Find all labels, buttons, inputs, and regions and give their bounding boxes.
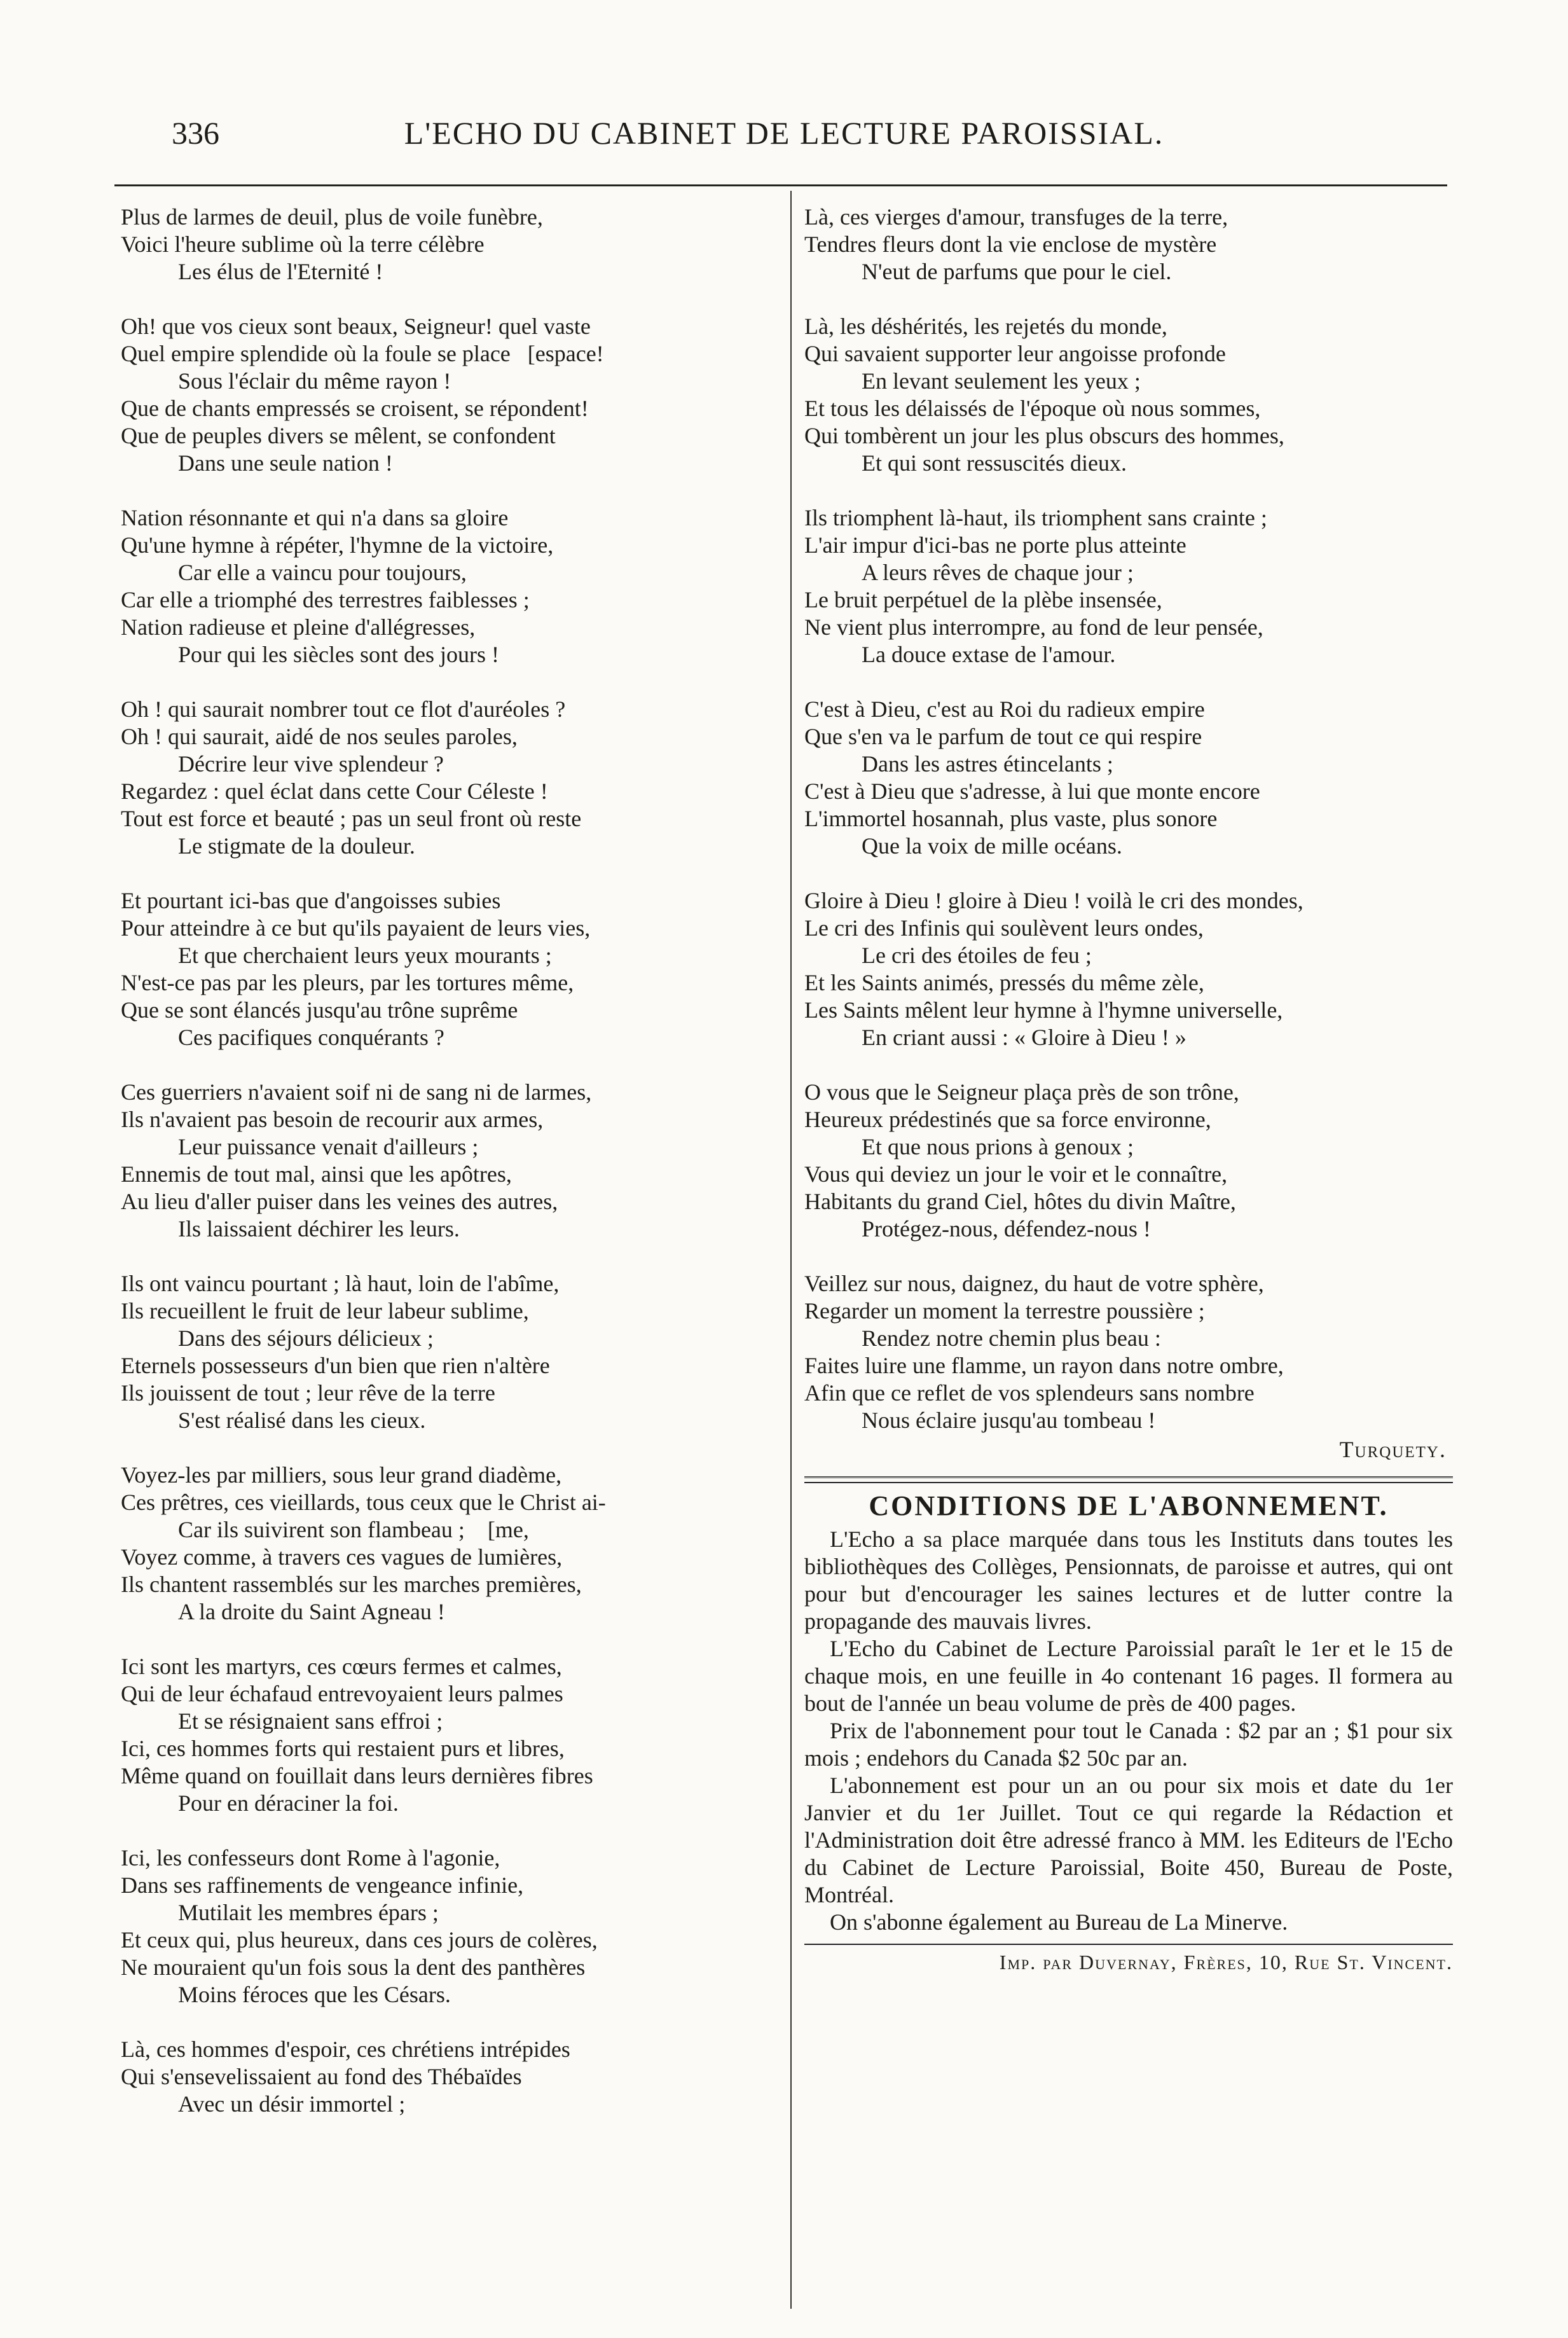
page-header — [114, 111, 1454, 162]
column-divider — [790, 191, 792, 2309]
verse-line: Dans une seule nation ! — [178, 450, 393, 476]
verse-line: Et ceux qui, plus heureux, dans ces jours de colères, — [121, 1927, 598, 1953]
verse-line: Regardez : quel éclat dans cette Cour Céleste ! — [121, 778, 548, 804]
verse-line: Là, ces vierges d'amour, transfuges de la terre, — [804, 204, 1228, 230]
verse-line: Et tous les délaissés de l'époque où nous sommes, — [804, 396, 1261, 421]
verse-line: Veillez sur nous, daignez, du haut de votre sphère, — [804, 1271, 1264, 1296]
verse-line: En criant aussi : « Gloire à Dieu ! » — [862, 1025, 1186, 1050]
verse-line: Car elle a triomphé des terrestres faiblesses ; — [121, 587, 530, 612]
verse-line: Avec un désir immortel ; — [178, 2091, 406, 2117]
verse-line: Nation radieuse et pleine d'allégresses, — [121, 614, 476, 640]
verse-line: Eternels possesseurs d'un bien que rien n'altère — [121, 1353, 550, 1378]
verse-line: Voyez comme, à travers ces vagues de lumières, — [121, 1544, 563, 1570]
verse-line: Gloire à Dieu ! gloire à Dieu ! voilà le cri des mondes, — [804, 888, 1303, 913]
verse-line: Leur puissance venait d'ailleurs ; — [178, 1134, 479, 1159]
verse-line: Faites luire une flamme, un rayon dans notre ombre, — [804, 1353, 1284, 1378]
verse-line: Qu'une hymne à répéter, l'hymne de la victoire, — [121, 532, 554, 558]
verse-line: Nous éclaire jusqu'au tombeau ! — [862, 1408, 1156, 1433]
stanza — [121, 504, 788, 668]
verse-line: Que se sont élancés jusqu'au trône suprême — [121, 997, 518, 1023]
verse-line: Ici sont les martyrs, ces cœurs fermes et calmes, — [121, 1654, 562, 1679]
verse-line: Le cri des Infinis qui soulèvent leurs ondes, — [804, 915, 1204, 941]
verse-line: Protégez-nous, défendez-nous ! — [862, 1216, 1151, 1242]
verse-line: Mutilait les membres épars ; — [178, 1900, 439, 1925]
verse-line: Tout est force et beauté ; pas un seul front où reste — [121, 806, 582, 831]
verse-line: Pour qui les siècles sont des jours ! — [178, 642, 499, 667]
verse-line: Oh! que vos cieux sont beaux, Seigneur! quel vaste — [121, 314, 591, 339]
verse-line: Même quand on fouillait dans leurs dernières fibres — [121, 1763, 593, 1788]
stanza — [121, 1462, 788, 1626]
verse-line: Là, ces hommes d'espoir, ces chrétiens intrépides — [121, 2037, 570, 2062]
verse-line: Qui savaient supporter leur angoisse profonde — [804, 341, 1226, 366]
verse-line: Décrire leur vive splendeur ? — [178, 751, 444, 777]
section-rule — [804, 1476, 1453, 1483]
verse-line: Ils laissaient déchirer les leurs. — [178, 1216, 460, 1242]
verse-line: Tendres fleurs dont la vie enclose de mystère — [804, 232, 1217, 257]
verse-line: Rendez notre chemin plus beau : — [862, 1325, 1161, 1351]
verse-line: C'est à Dieu que s'adresse, à lui que monte encore — [804, 778, 1260, 804]
verse-line: Ils n'avaient pas besoin de recourir aux armes, — [121, 1107, 544, 1132]
verse-line: Sous l'éclair du même rayon ! — [178, 368, 451, 394]
verse-line: Voyez-les par milliers, sous leur grand diadème, — [121, 1462, 562, 1488]
stanza — [804, 313, 1453, 477]
verse-line: Ici, les confesseurs dont Rome à l'agonie, — [121, 1845, 500, 1871]
stanza — [121, 313, 788, 477]
stanza — [121, 204, 788, 286]
verse-line: Qui s'ensevelissaient au fond des Thébaïdes — [121, 2064, 522, 2089]
stanza — [804, 1270, 1453, 1434]
verse-line: La douce extase de l'amour. — [862, 642, 1116, 667]
verse-line: Ils jouissent de tout ; leur rêve de la terre — [121, 1380, 495, 1406]
verse-line: En levant seulement les yeux ; — [862, 368, 1141, 394]
stanza — [804, 204, 1453, 286]
verse-line: Ils chantent rassemblés sur les marches premières, — [121, 1572, 582, 1597]
stanza — [804, 696, 1453, 860]
verse-line: Le stigmate de la douleur. — [178, 833, 415, 859]
verse-line: Les Saints mêlent leur hymne à l'hymne universelle, — [804, 997, 1283, 1023]
conditions-paragraph: Prix de l'abonnement pour tout le Canada : $2 par an ; $1 pour six mois ; endehors du Canada $2 50c par an. — [804, 1718, 1453, 1771]
verse-line: N'est-ce pas par les pleurs, par les tortures même, — [121, 970, 574, 995]
poem-author: Turquety. — [1339, 1437, 1447, 1462]
stanza — [121, 2036, 788, 2118]
stanza — [121, 1270, 788, 1434]
verse-line: A leurs rêves de chaque jour ; — [862, 560, 1134, 585]
stanza — [121, 1079, 788, 1243]
verse-line: Ces prêtres, ces vieillards, tous ceux que le Christ ai- — [121, 1490, 606, 1515]
verse-line: Le bruit perpétuel de la plèbe insensée, — [804, 587, 1162, 612]
verse-line: Et pourtant ici-bas que d'angoisses subies — [121, 888, 501, 913]
verse-line: L'air impur d'ici-bas ne porte plus atteinte — [804, 532, 1186, 558]
verse-line: Le cri des étoiles de feu ; — [862, 943, 1092, 968]
verse-line: A la droite du Saint Agneau ! — [178, 1599, 445, 1624]
conditions-paragraph: L'Echo du Cabinet de Lecture Paroissial paraît le 1er et le 15 de chaque mois, en une feuille in 4o contenant 16 pages. Il formera au bout de l'année un beau volume de près de 400 pages. — [804, 1636, 1453, 1716]
verse-line: Pour en déraciner la foi. — [178, 1790, 399, 1816]
verse-line: N'eut de parfums que pour le ciel. — [862, 259, 1172, 284]
poem-continuation — [804, 204, 1453, 1434]
verse-line: Voici l'heure sublime où la terre célèbre — [121, 232, 485, 257]
conditions-paragraph: L'Echo a sa place marquée dans tous les Instituts dans toutes les bibliothèques des Collèges, Pensionnats, de paroisse et autres, qui ont pour but d'encourager les saines lectures et de lutter contre la propagande des mauvais livres. — [804, 1526, 1453, 1634]
verse-line: Oh ! qui saurait, aidé de nos seules paroles, — [121, 724, 518, 749]
verse-line: Dans ses raffinements de vengeance infinie, — [121, 1872, 524, 1898]
page-number: 336 — [172, 115, 219, 151]
verse-line: Car elle a vaincu pour toujours, — [178, 560, 467, 585]
stanza — [121, 1653, 788, 1817]
stanza — [121, 1844, 788, 2009]
verse-line: Que de chants empressés se croisent, se répondent! — [121, 396, 589, 421]
verse-line: Et les Saints animés, pressés du même zèle, — [804, 970, 1204, 995]
stanza — [121, 887, 788, 1051]
verse-line: Nation résonnante et qui n'a dans sa gloire — [121, 505, 509, 530]
verse-line: Vous qui deviez un jour le voir et le connaître, — [804, 1161, 1228, 1187]
verse-line: Ils ont vaincu pourtant ; là haut, loin de l'abîme, — [121, 1271, 560, 1296]
conditions-paragraph: L'abonnement est pour un an ou pour six mois et date du 1er Janvier et du 1er Juillet. Tout ce qui regarde la Rédaction et l'Administration doit être adressé franco à MM. les Editeurs de l'Echo du Cabinet de Lecture Paroissial, Boite 450, Bureau de Poste, Montréal. — [804, 1773, 1453, 1907]
verse-line: C'est à Dieu, c'est au Roi du radieux empire — [804, 696, 1205, 722]
verse-line: Les élus de l'Eternité ! — [178, 259, 383, 284]
right-column — [804, 204, 1453, 1976]
verse-line: Moins féroces que les Césars. — [178, 1982, 451, 2007]
verse-line: Dans les astres étincelants ; — [862, 751, 1113, 777]
conditions-body — [804, 1526, 1453, 1936]
verse-line: Ces guerriers n'avaient soif ni de sang ni de larmes, — [121, 1079, 592, 1105]
verse-line: Regarder un moment la terrestre poussière ; — [804, 1298, 1205, 1324]
stanza — [804, 504, 1453, 668]
verse-line: Habitants du grand Ciel, hôtes du divin Maître, — [804, 1189, 1236, 1214]
verse-line: S'est réalisé dans les cieux. — [178, 1408, 426, 1433]
stanza — [804, 887, 1453, 1051]
verse-line: Plus de larmes de deuil, plus de voile funèbre, — [121, 204, 543, 230]
verse-line: Et qui sont ressuscités dieux. — [862, 450, 1127, 476]
header-rule — [114, 184, 1447, 186]
running-title: L'ECHO DU CABINET DE LECTURE PAROISSIAL. — [404, 115, 1164, 151]
imprint: Imp. par Duvernay, Frères, 10, Rue St. Vincent. — [804, 1944, 1453, 1976]
verse-line: L'immortel hosannah, plus vaste, plus sonore — [804, 806, 1218, 831]
stanza — [804, 1079, 1453, 1243]
verse-line: Ici, ces hommes forts qui restaient purs et libres, — [121, 1736, 565, 1761]
verse-line: Ne mouraient qu'un fois sous la dent des panthères — [121, 1954, 586, 1980]
verse-line: Que s'en va le parfum de tout ce qui respire — [804, 724, 1202, 749]
verse-line: Que de peuples divers se mêlent, se confondent — [121, 423, 556, 448]
verse-line: Qui de leur échafaud entrevoyaient leurs palmes — [121, 1681, 563, 1706]
verse-line: Heureux prédestinés que sa force environne, — [804, 1107, 1211, 1132]
verse-line: Ils triomphent là-haut, ils triomphent sans crainte ; — [804, 505, 1267, 530]
verse-line: Ils recueillent le fruit de leur labeur sublime, — [121, 1298, 529, 1324]
verse-line: O vous que le Seigneur plaça près de son trône, — [804, 1079, 1239, 1105]
verse-line: Oh ! qui saurait nombrer tout ce flot d'auréoles ? — [121, 696, 566, 722]
stanza — [121, 696, 788, 860]
verse-line: Et que cherchaient leurs yeux mourants ; — [178, 943, 552, 968]
left-column — [121, 204, 788, 2145]
verse-line: Et que nous prions à genoux ; — [862, 1134, 1134, 1159]
verse-line: Que la voix de mille océans. — [862, 833, 1122, 859]
conditions-paragraph: On s'abonne également au Bureau de La Minerve. — [830, 1909, 1288, 1935]
verse-line: Ennemis de tout mal, ainsi que les apôtres, — [121, 1161, 512, 1187]
conditions-title: CONDITIONS DE L'ABONNEMENT. — [869, 1490, 1389, 1521]
verse-line: Qui tombèrent un jour les plus obscurs des hommes, — [804, 423, 1284, 448]
verse-line: Et se résignaient sans effroi ; — [178, 1708, 443, 1734]
verse-line: Dans des séjours délicieux ; — [178, 1325, 434, 1351]
verse-line: Pour atteindre à ce but qu'ils payaient de leurs vies, — [121, 915, 591, 941]
verse-line: Là, les déshérités, les rejetés du monde, — [804, 314, 1167, 339]
verse-line: Car ils suivirent son flambeau ; [me, — [178, 1517, 529, 1542]
verse-line: Quel empire splendide où la foule se place [espace! — [121, 341, 604, 366]
verse-line: Ne vient plus interrompre, au fond de leur pensée, — [804, 614, 1263, 640]
verse-line: Afin que ce reflet de vos splendeurs sans nombre — [804, 1380, 1255, 1406]
verse-line: Ces pacifiques conquérants ? — [178, 1025, 444, 1050]
verse-line: Au lieu d'aller puiser dans les veines des autres, — [121, 1189, 558, 1214]
